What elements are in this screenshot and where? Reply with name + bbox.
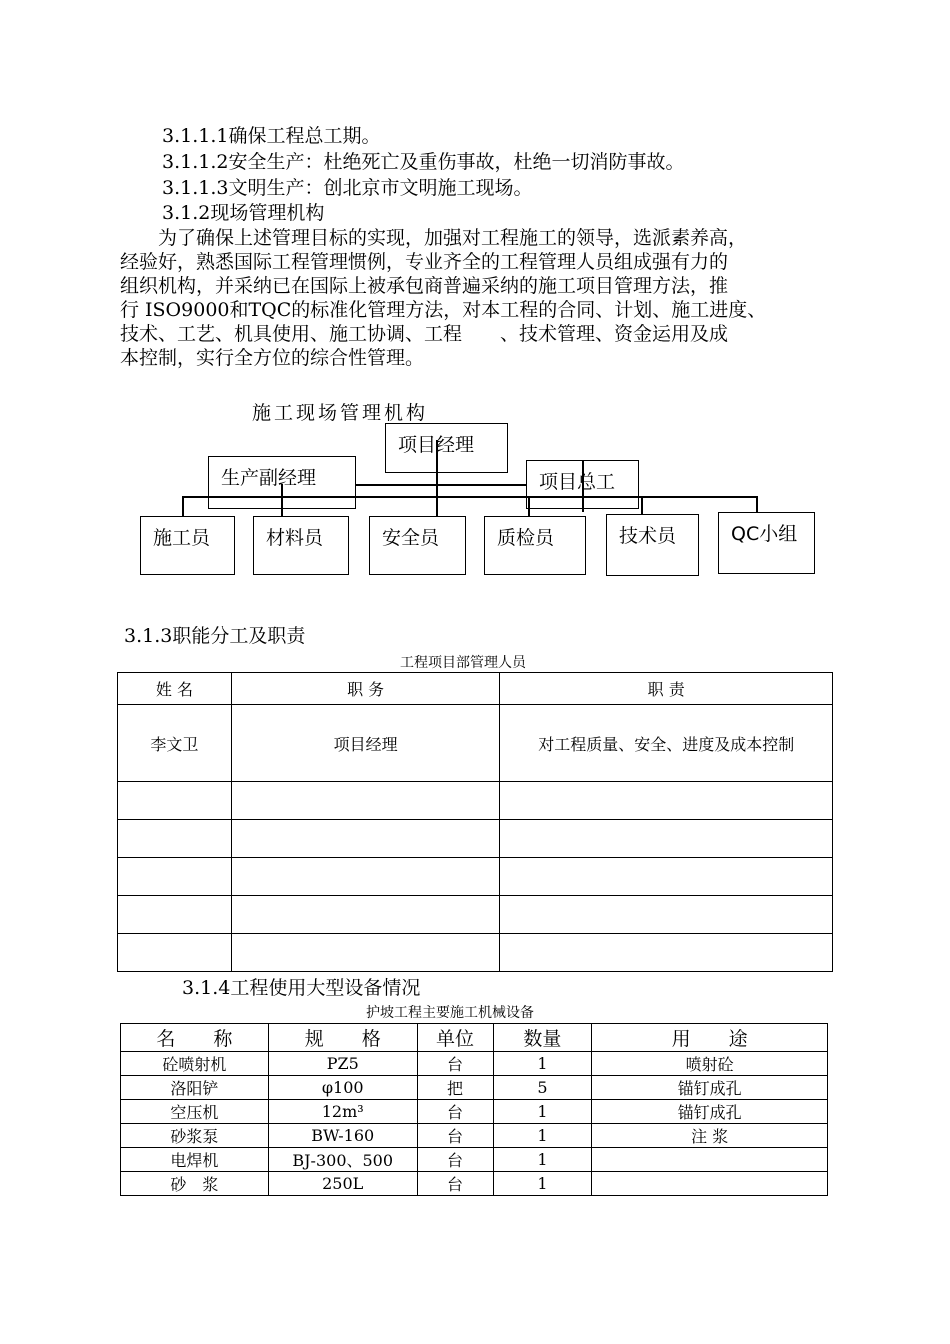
paragraph-line: 行 ISO9000和TQC的标准化管理方法，对本工程的合同、计划、施工进度、 [120, 299, 767, 321]
equipment-table-caption: 护坡工程主要施工机械设备 [366, 1005, 534, 1021]
table-cell [118, 858, 232, 896]
table-cell: 台 [417, 1052, 493, 1076]
table-cell: 1 [493, 1124, 592, 1148]
table-cell: 注 浆 [592, 1124, 828, 1148]
table-cell [118, 820, 232, 858]
table-row [121, 1052, 828, 1076]
org-box-label: 项目总工 [539, 471, 616, 493]
org-box-safety-officer [369, 516, 466, 575]
table-cell: 洛阳铲 [121, 1076, 269, 1100]
table-cell: BJ-300、500 [268, 1148, 417, 1172]
table-row [118, 705, 833, 782]
table-header-cell: 规 格 [268, 1024, 417, 1052]
equipment-table [120, 1023, 828, 1196]
item-3-1-1-3: 3.1.1.3文明生产：创北京市文明施工现场。 [162, 177, 533, 199]
table-cell: 1 [493, 1100, 592, 1124]
table-header-cell: 姓 名 [118, 673, 232, 705]
table-row [121, 1172, 828, 1196]
table-cell: 台 [417, 1172, 493, 1196]
table-cell [231, 820, 500, 858]
table-row [118, 820, 833, 858]
table-cell [231, 858, 500, 896]
table-cell: 把 [417, 1076, 493, 1100]
table-header-cell: 单位 [417, 1024, 493, 1052]
table-cell [231, 934, 500, 972]
table-cell: 砼喷射机 [121, 1052, 269, 1076]
table-row [118, 934, 833, 972]
org-box-deputy-manager [208, 456, 356, 509]
table-row [118, 782, 833, 820]
org-box-label: 安全员 [382, 527, 440, 549]
table-header-cell: 职 责 [500, 673, 833, 705]
org-box-materials-officer [253, 516, 349, 575]
table-cell: 5 [493, 1076, 592, 1100]
table-row [121, 1124, 828, 1148]
table-cell [500, 782, 833, 820]
section-3-1-2-heading: 3.1.2现场管理机构 [162, 202, 325, 224]
paragraph-line: 经验好，熟悉国际工程管理惯例，专业齐全的工程管理人员组成强有力的 [120, 251, 729, 273]
table-cell: 项目经理 [231, 705, 500, 782]
paragraph-line: 组织机构，并采纳已在国际上被承包商普遍采纳的施工项目管理方法，推 [120, 275, 729, 297]
org-chart-title: 施工现场管理机构 [252, 402, 429, 424]
org-box-chief-engineer [526, 460, 639, 509]
table-cell: 砂浆泵 [121, 1124, 269, 1148]
table-cell [500, 820, 833, 858]
item-3-1-1-1: 3.1.1.1确保工程总工期。 [162, 125, 381, 147]
table-cell: 喷射砼 [592, 1052, 828, 1076]
table-cell [231, 896, 500, 934]
table-cell: 1 [493, 1172, 592, 1196]
table-cell: 12m³ [268, 1100, 417, 1124]
table-row [121, 1100, 828, 1124]
table-cell [500, 934, 833, 972]
table-cell: 台 [417, 1148, 493, 1172]
table-cell [500, 858, 833, 896]
connector-line [641, 496, 643, 514]
table-cell: BW-160 [268, 1124, 417, 1148]
paragraph-line: 为了确保上述管理目标的实现，加强对工程施工的领导，选派素养高， [120, 227, 748, 249]
connector-line [182, 496, 184, 516]
table-cell [592, 1172, 828, 1196]
table-cell [592, 1148, 828, 1172]
org-box-project-manager [385, 423, 508, 473]
table-cell: 250L [268, 1172, 417, 1196]
table-header-cell: 数量 [493, 1024, 592, 1052]
table-cell: PZ5 [268, 1052, 417, 1076]
org-box-label: 项目经理 [398, 434, 475, 456]
paragraph-line: 技术、工艺、机具使用、施工协调、工程 、技术管理、资金运用及成 [120, 323, 729, 345]
item-3-1-1-2: 3.1.1.2安全生产：杜绝死亡及重伤事故，杜绝一切消防事故。 [162, 151, 685, 173]
table-row [121, 1148, 828, 1172]
intro-paragraph [120, 226, 840, 370]
table-header-cell: 用 途 [592, 1024, 828, 1052]
table-cell: 1 [493, 1148, 592, 1172]
table-cell [118, 896, 232, 934]
table-header-cell: 职 务 [231, 673, 500, 705]
org-box-label: 材料员 [266, 527, 324, 549]
table-cell [118, 782, 232, 820]
table-row [118, 858, 833, 896]
org-box-construction-worker [140, 516, 235, 575]
table-cell: φ100 [268, 1076, 417, 1100]
table-cell: 李文卫 [118, 705, 232, 782]
table-row [118, 896, 833, 934]
org-box-quality-inspector [484, 516, 586, 575]
connector-line [756, 496, 758, 512]
org-box-label: 技术员 [619, 525, 677, 547]
table-cell [231, 782, 500, 820]
org-box-label: 生产副经理 [221, 467, 317, 489]
org-box-technician [606, 514, 699, 576]
table-cell: 电焊机 [121, 1148, 269, 1172]
table-cell [500, 896, 833, 934]
table-cell: 锚钉成孔 [592, 1076, 828, 1100]
table-cell: 1 [493, 1052, 592, 1076]
org-box-label: 质检员 [497, 527, 555, 549]
table-header-cell: 名 称 [121, 1024, 269, 1052]
table-cell: 砂 浆 [121, 1172, 269, 1196]
staff-table-caption: 工程项目部管理人员 [400, 655, 526, 671]
table-cell: 空压机 [121, 1100, 269, 1124]
section-3-1-3-heading: 3.1.3职能分工及职责 [124, 625, 306, 647]
connector-line [356, 484, 526, 486]
section-3-1-4-heading: 3.1.4工程使用大型设备情况 [182, 977, 421, 999]
table-row [121, 1076, 828, 1100]
org-box-label: 施工员 [153, 527, 211, 549]
org-box-qc-group [718, 512, 815, 574]
table-cell [118, 934, 232, 972]
table-cell: 台 [417, 1100, 493, 1124]
paragraph-line: 本控制，实行全方位的综合性管理。 [120, 347, 425, 369]
table-cell: 对工程质量、安全、进度及成本控制 [500, 705, 833, 782]
org-box-label: QC小组 [731, 523, 798, 545]
table-cell: 台 [417, 1124, 493, 1148]
staff-table [117, 672, 833, 972]
table-cell: 锚钉成孔 [592, 1100, 828, 1124]
